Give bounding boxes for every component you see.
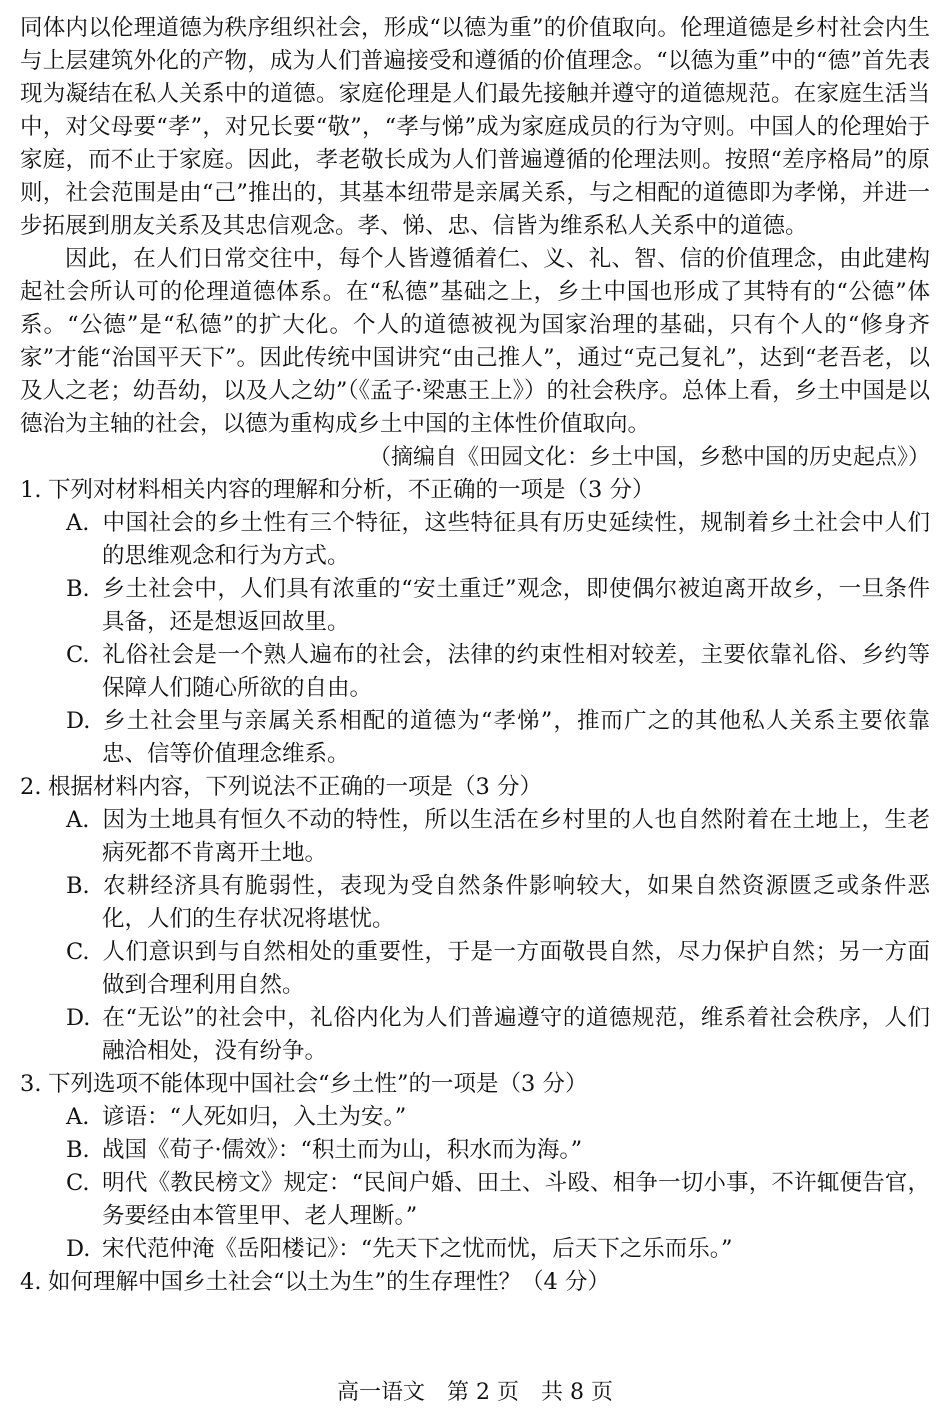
- option-text: 在“无讼”的社会中，礼俗内化为人们普遍遵守的道德规范，维系着社会秩序，人们融洽相处，没有纷争。: [102, 1005, 930, 1064]
- paragraph-2: 因此，在人们日常交往中，每个人皆遵循着仁、义、礼、智、信的价值理念，由此建构起社会所认可的伦理道德体系。在“私德”基础之上，乡土中国也形成了其特有的“公德”体系。“公德”是“私德”的扩大化。个人的道德被视为国家治理的基础，只有个人的“修身齐家”才能“治国平天下”。因此传统中国讲究“由己推人”，通过“克己复礼”，达到“老吾老，以及人之老；幼吾幼，以及人之幼”（《孟子·梁惠王上》）的社会秩序。总体上看，乡土中国是以德治为主轴的社会，以德为重构成乡土中国的主体性价值取向。: [20, 246, 930, 437]
- option-key: B.: [66, 576, 90, 602]
- option-text: 谚语：“人死如归，入土为安。”: [102, 1104, 407, 1130]
- option-key: D.: [66, 1236, 91, 1262]
- option-text: 乡土社会里与亲属关系相配的道德为“孝悌”，推而广之的其他私人关系主要依靠忠、信等价值理念维系。: [102, 708, 930, 767]
- option-key: A.: [66, 807, 90, 833]
- question-stem: 下列选项不能体现中国社会“乡土性”的一项是（3 分）: [48, 1071, 588, 1097]
- option-key: C.: [66, 939, 90, 965]
- option-key: D.: [66, 708, 91, 734]
- option-text: 人们意识到与自然相处的重要性，于是一方面敬畏自然，尽力保护自然；另一方面做到合理利用自然。: [102, 939, 930, 998]
- option-3c[interactable]: [20, 1167, 930, 1233]
- option-key: B.: [66, 1137, 90, 1163]
- question-2: [20, 771, 930, 804]
- option-key: C.: [66, 1170, 90, 1196]
- question-4: [20, 1266, 930, 1299]
- option-key: D.: [66, 1005, 91, 1031]
- question-number: 1.: [20, 477, 42, 503]
- option-text: 宋代范仲淹《岳阳楼记》：“先天下之忧而忧，后天下之乐而乐。”: [102, 1236, 733, 1262]
- option-text: 礼俗社会是一个熟人遍布的社会，法律的约束性相对较差，主要依靠礼俗、乡约等保障人们随心所欲的自由。: [102, 642, 930, 701]
- option-2d[interactable]: [20, 1002, 930, 1068]
- paragraph-1: 同体内以伦理道德为秩序组织社会，形成“以德为重”的价值取向。伦理道德是乡村社会内生与上层建筑外化的产物，成为人们普遍接受和遵循的价值理念。“以德为重”中的“德”首先表现为凝结在私人关系中的道德。家庭伦理是人们最先接触并遵守的道德规范。在家庭生活当中，对父母要“孝”，对兄长要“敬”，“孝与悌”成为家庭成员的行为守则。中国人的伦理始于家庭，而不止于家庭。因此，孝老敬长成为人们普遍遵循的伦理法则。按照“差序格局”的原则，社会范围是由“己”推出的，其基本纽带是亲属关系，与之相配的道德即为孝悌，并进一步拓展到朋友关系及其忠信观念。孝、悌、忠、信皆为维系私人关系中的道德。: [20, 15, 930, 239]
- option-1a[interactable]: [20, 507, 930, 573]
- question-3: [20, 1068, 930, 1101]
- option-3d[interactable]: [20, 1233, 930, 1266]
- option-3b[interactable]: [20, 1134, 930, 1167]
- option-2c[interactable]: [20, 936, 930, 1002]
- question-number: 4.: [20, 1269, 42, 1295]
- option-text: 乡土社会中，人们具有浓重的“安土重迁”观念，即使偶尔被迫离开故乡，一旦条件具备，还是想返回故里。: [102, 576, 930, 635]
- option-key: A.: [66, 510, 90, 536]
- option-1d[interactable]: [20, 705, 930, 771]
- question-stem: 根据材料内容，下列说法不正确的一项是（3 分）: [48, 774, 542, 800]
- option-key: C.: [66, 642, 90, 668]
- option-2b[interactable]: [20, 870, 930, 936]
- option-3a[interactable]: [20, 1101, 930, 1134]
- page-footer: 高一语文 第 2 页 共 8 页: [337, 1380, 613, 1405]
- source-citation: （摘编自《田园文化：乡土中国，乡愁中国的历史起点》）: [368, 445, 930, 470]
- option-text: 农耕经济具有脆弱性，表现为受自然条件影响较大，如果自然资源匮乏或条件恶化，人们的生存状况将堪忧。: [102, 873, 930, 932]
- option-key: B.: [66, 873, 90, 899]
- question-1: [20, 474, 930, 507]
- document-page: [20, 12, 930, 1299]
- question-number: 3.: [20, 1071, 42, 1097]
- option-text: 因为土地具有恒久不动的特性，所以生活在乡村里的人也自然附着在土地上，生老病死都不肯离开土地。: [102, 807, 930, 866]
- option-key: A.: [66, 1104, 90, 1130]
- option-text: 中国社会的乡土性有三个特征，这些特征具有历史延续性，规制着乡土社会中人们的思维观念和行为方式。: [102, 510, 930, 569]
- option-text: 战国《荀子·儒效》：“积土而为山，积水而为海。”: [102, 1137, 583, 1163]
- option-1c[interactable]: [20, 639, 930, 705]
- question-stem: 下列对材料相关内容的理解和分析，不正确的一项是（3 分）: [48, 477, 655, 503]
- option-2a[interactable]: [20, 804, 930, 870]
- question-number: 2.: [20, 774, 42, 800]
- question-stem: 如何理解中国乡土社会“以土为生”的生存理性？（4 分）: [48, 1269, 610, 1295]
- option-text: 明代《教民榜文》规定：“民间户婚、田土、斗殴、相争一切小事，不许辄便告官，务要经由本管里甲、老人理断。”: [102, 1170, 930, 1229]
- option-1b[interactable]: [20, 573, 930, 639]
